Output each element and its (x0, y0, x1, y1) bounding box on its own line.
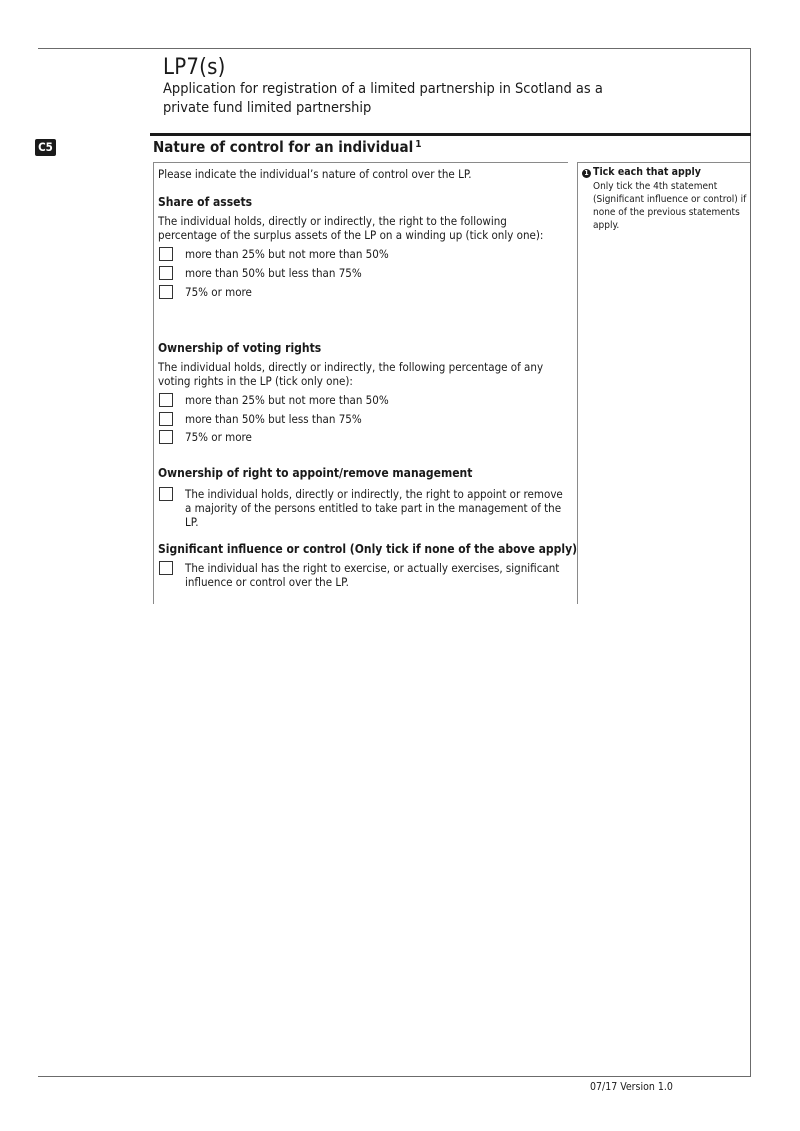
assets-75-plus-checkbox[interactable] (159, 285, 173, 299)
voting-50-75-checkbox[interactable] (159, 412, 173, 426)
section-badge: C5 (35, 139, 56, 156)
voting-option-25-50[interactable] (159, 393, 570, 407)
info-icon: 1 (582, 169, 591, 178)
note-body: Only tick the 4th statement (Significant influence or control) if none of the previous statements apply. (593, 181, 747, 231)
panel-left-border (153, 162, 154, 604)
info-note-marker: 1 (415, 139, 422, 150)
option-label: more than 50% but less than 75% (185, 412, 362, 426)
significant-influence-checkbox[interactable] (159, 561, 173, 575)
option-label: 75% or more (185, 285, 252, 299)
section-intro: Please indicate the individual’s nature of control over the LP. (158, 167, 472, 181)
option-label: more than 25% but not more than 50% (185, 247, 389, 261)
assets-option-50-75[interactable] (159, 266, 570, 280)
option-label: 75% or more (185, 430, 252, 444)
option-label: The individual has the right to exercise, or actually exercises, significant influence or control over the LP. (185, 561, 560, 589)
note-top-border (577, 162, 750, 163)
assets-25-50-checkbox[interactable] (159, 247, 173, 261)
option-label: more than 50% but less than 75% (185, 266, 362, 280)
voting-option-50-75[interactable] (159, 412, 570, 426)
panel-top-border (153, 162, 568, 163)
voting-75-plus-checkbox[interactable] (159, 430, 173, 444)
section-heading-text: Nature of control for an individual (153, 138, 414, 156)
appoint-remove-heading: Ownership of right to appoint/remove management (158, 466, 473, 480)
assets-50-75-checkbox[interactable] (159, 266, 173, 280)
section-heading (153, 138, 421, 156)
assets-option-25-50[interactable] (159, 247, 570, 261)
bottom-rule (38, 1076, 751, 1077)
option-label: more than 25% but not more than 50% (185, 393, 389, 407)
top-rule (38, 48, 751, 49)
section-divider (150, 133, 751, 136)
note-title (582, 166, 701, 178)
significant-influence-heading: Significant influence or control (Only tick if none of the above apply) (158, 542, 578, 556)
share-of-assets-description: The individual holds, directly or indirectly, the right to the following percentage of the surplus assets of the LP on a winding up (tick only one): (158, 214, 544, 242)
form-code: LP7(s) (163, 55, 226, 80)
voting-25-50-checkbox[interactable] (159, 393, 173, 407)
share-of-assets-heading: Share of assets (158, 195, 253, 209)
note-title-text: Tick each that apply (593, 166, 701, 178)
appoint-remove-checkbox[interactable] (159, 487, 173, 501)
right-rule (750, 48, 751, 1077)
voting-option-75-plus[interactable] (159, 430, 570, 444)
form-title: Application for registration of a limited partnership in Scotland as a private fund limited partnership (163, 81, 603, 116)
voting-rights-heading: Ownership of voting rights (158, 341, 322, 355)
appoint-remove-option[interactable] (159, 487, 570, 529)
version-footer: 07/17 Version 1.0 (590, 1081, 673, 1093)
panel-right-border (577, 162, 578, 604)
option-label: The individual holds, directly or indirectly, the right to appoint or remove a majority of the persons entitled to take part in the management of the LP. (185, 487, 563, 529)
significant-influence-option[interactable] (159, 561, 570, 589)
voting-rights-description: The individual holds, directly or indirectly, the following percentage of any voting rights in the LP (tick only one): (158, 360, 544, 388)
assets-option-75-plus[interactable] (159, 285, 570, 299)
